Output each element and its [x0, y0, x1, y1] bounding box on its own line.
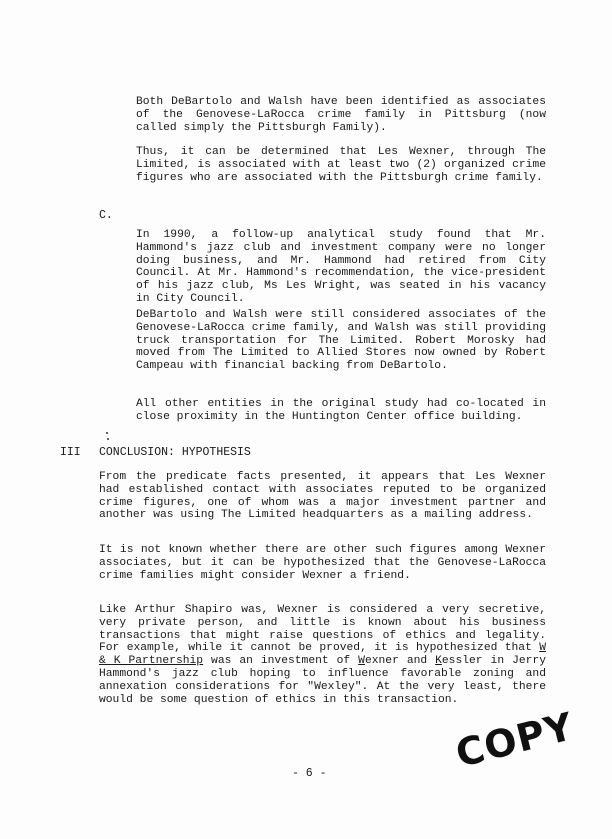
- underlined-initial-w: W: [358, 655, 365, 668]
- paragraph-text: It is not known whether there are other such figures among Wexner associates, but it can be hypothesized that the Genovese-LaRocca crime families might consider Wexner a friend.: [99, 544, 546, 582]
- page-number: - 6 -: [292, 767, 327, 780]
- paragraph-text: Both DeBartolo and Walsh have been identified as associates of the Genovese-LaRocca crime family in Pittsburg (now called simply the Pittsburgh Family).: [136, 96, 546, 134]
- paragraph-co-located: [136, 398, 546, 424]
- paragraph-predicate-facts: [99, 471, 546, 522]
- paragraph-still-associates: [136, 309, 546, 373]
- paragraph-text: From the predicate facts presented, it appears that Les Wexner had established contact with associates reputed to be organized crime figures, one of whom was a major investment partner and another was using The Limited headquarters as a mailing address.: [99, 471, 546, 522]
- paragraph-determination: [136, 146, 546, 184]
- underlined-initial-k: K: [435, 655, 442, 668]
- underlined-partnership-name: W & K Partnership: [99, 642, 546, 668]
- paragraph-text: Thus, it can be determined that Les Wexner, through The Limited, is associated with at least two (2) organized crime figures who are associated with the Pittsburgh crime family.: [136, 146, 546, 184]
- copy-stamp: COPY: [451, 704, 579, 776]
- paragraph-text: Like Arthur Shapiro was, Wexner is considered a very secretive, very private person, and little is known about his business transactions that might raise questions of ethics and legality. For example, while it cannot be proved, it is hypothesized that W & K Partnership was an investment of Wexner and Kessler in Jerry Hammond's jazz club hoping to influence favorable zoning and annexation considerations for "Wexley". At the very least, there would be some question of ethics in this transaction.: [99, 604, 546, 706]
- paragraph-wexner-secretive: [99, 604, 546, 706]
- section-iii-heading: CONCLUSION: HYPOTHESIS: [99, 446, 251, 459]
- section-c-label: C.: [99, 209, 113, 222]
- paragraph-follow-up-study: [136, 229, 546, 306]
- paragraph-text: DeBartolo and Walsh were still considered associates of the Genovese-LaRocca crime family, and Walsh was still providing truck transportation for The Limited. Robert Morosky had moved from The Limited to Allied Stores now owned by Robert Campeau with financial backing from DeBartolo.: [136, 309, 546, 373]
- paragraph-associates: [136, 96, 546, 134]
- paragraph-hypothesis: [99, 544, 546, 582]
- paragraph-text: In 1990, a follow-up analytical study found that Mr. Hammond's jazz club and investment company were no longer doing business, and Mr. Hammond had retired from City Council. At Mr. Hammond's recommendation, the vice-president of his jazz club, Ms Les Wright, was seated in his vacancy in City Council.: [136, 229, 546, 305]
- scan-speck: [106, 432, 108, 434]
- section-iii-number: III: [60, 446, 81, 459]
- scan-speck: [107, 438, 109, 440]
- paragraph-text: All other entities in the original study had co-located in close proximity in the Huntington Center office building.: [136, 398, 546, 423]
